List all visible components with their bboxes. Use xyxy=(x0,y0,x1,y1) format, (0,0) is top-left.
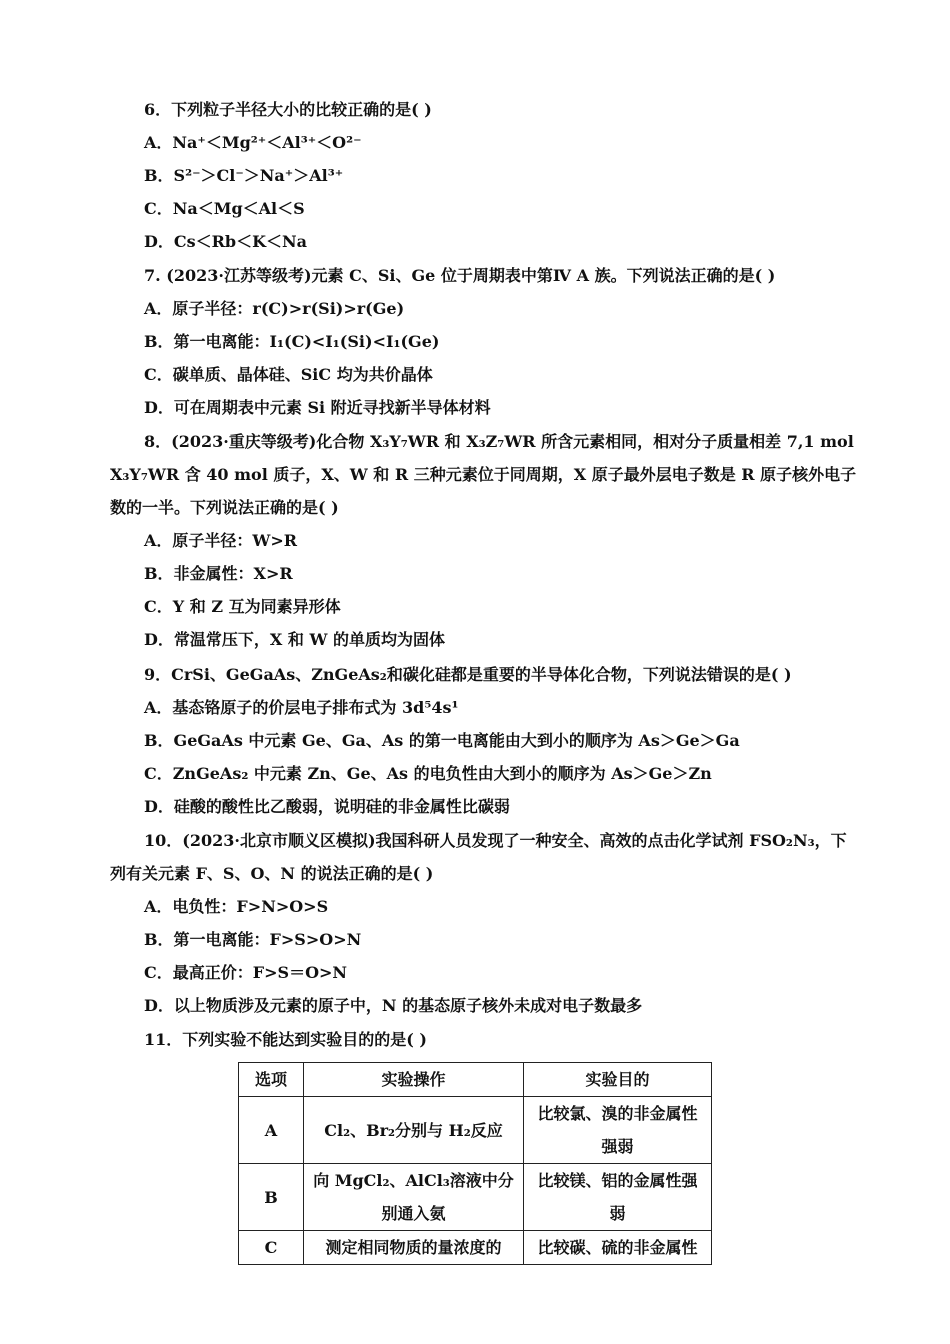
question-7 xyxy=(110,259,845,424)
question-stem-line: 8．(2023·重庆等级考)化合物 X₃Y₇WR 和 X₃Z₇WR 所含元素相同，相对分子质量相差 7,1 mol xyxy=(144,432,854,451)
table-row xyxy=(239,1097,712,1164)
question-9 xyxy=(110,658,845,823)
option-d: D．可在周期表中元素 Si 附近寻找新半导体材料 xyxy=(144,398,491,417)
option-a: A．Na⁺＜Mg²⁺＜Al³⁺＜O²⁻ xyxy=(144,133,362,152)
question-stem: 7. (2023·江苏等级考)元素 C、Si、Ge 位于周期表中第Ⅳ A 族。下列说法正确的是( ) xyxy=(144,266,776,285)
cell-purpose: 比较镁、铝的金属性强 弱 xyxy=(524,1164,712,1231)
option-a: A．电负性：F>N>O>S xyxy=(144,897,329,916)
option-c: C．最高正价：F>S＝O>N xyxy=(144,963,348,982)
option-a: A．原子半径：r(C)>r(Si)>r(Ge) xyxy=(144,299,405,318)
cell-operation: 测定相同物质的量浓度的 xyxy=(304,1231,524,1265)
cell-purpose: 比较碳、硫的非金属性 xyxy=(524,1231,712,1265)
cell-operation: Cl₂、Br₂分别与 H₂反应 xyxy=(304,1097,524,1164)
question-stem: 9．CrSi、GeGaAs、ZnGeAs₂和碳化硅都是重要的半导体化合物，下列说法错误的是( ) xyxy=(144,665,792,684)
table-row xyxy=(239,1164,712,1231)
question-11 xyxy=(110,1023,845,1056)
option-c: C．Na＜Mg＜Al＜S xyxy=(144,199,305,218)
option-b: B．S²⁻＞Cl⁻＞Na⁺＞Al³⁺ xyxy=(144,166,344,185)
option-b: B．第一电离能：F>S>O>N xyxy=(144,930,362,949)
option-c: C．碳单质、晶体硅、SiC 均为共价晶体 xyxy=(144,365,433,384)
question-stem-line: X₃Y₇WR 含 40 mol 质子，X、W 和 R 三种元素位于同周期，X 原子最外层电子数是 R 原子核外电子 xyxy=(110,465,857,484)
cell-option: A xyxy=(239,1097,304,1164)
question-8 xyxy=(110,425,857,656)
question-stem: 6．下列粒子半径大小的比较正确的是( ) xyxy=(144,100,432,119)
table-header-row xyxy=(239,1063,712,1097)
option-c: C．Y 和 Z 互为同素异形体 xyxy=(144,597,341,616)
question-stem-line: 列有关元素 F、S、O、N 的说法正确的是( ) xyxy=(110,864,434,883)
option-d: D．硅酸的酸性比乙酸弱，说明硅的非金属性比碳弱 xyxy=(144,797,510,816)
table-row xyxy=(239,1231,712,1265)
header-purpose: 实验目的 xyxy=(524,1063,712,1097)
option-b: B．非金属性：X>R xyxy=(144,564,293,583)
question-10 xyxy=(110,824,845,1022)
header-option: 选项 xyxy=(239,1063,304,1097)
option-c: C．ZnGeAs₂ 中元素 Zn、Ge、As 的电负性由大到小的顺序为 As＞Ge＞Zn xyxy=(144,764,712,783)
question-stem-line: 10．(2023·北京市顺义区模拟)我国科研人员发现了一种安全、高效的点击化学试剂 FSO₂N₃，下 xyxy=(144,831,847,850)
option-b: B．第一电离能：I₁(C)<I₁(Si)<I₁(Ge) xyxy=(144,332,440,351)
option-d: D．Cs＜Rb＜K＜Na xyxy=(144,232,308,251)
option-a: A．基态铬原子的价层电子排布式为 3d⁵4s¹ xyxy=(144,698,459,717)
option-d: D．常温常压下，X 和 W 的单质均为固体 xyxy=(144,630,445,649)
question-stem-line: 数的一半。下列说法正确的是( ) xyxy=(110,498,339,517)
cell-operation: 向 MgCl₂、AlCl₃溶液中分 别通入氨 xyxy=(304,1164,524,1231)
header-operation: 实验操作 xyxy=(304,1063,524,1097)
cell-purpose: 比较氯、溴的非金属性 强弱 xyxy=(524,1097,712,1164)
cell-option: B xyxy=(239,1164,304,1231)
option-a: A．原子半径：W>R xyxy=(144,531,298,550)
experiment-table xyxy=(238,1062,712,1265)
option-b: B．GeGaAs 中元素 Ge、Ga、As 的第一电离能由大到小的顺序为 As＞Ge＞Ga xyxy=(144,731,740,750)
option-d: D．以上物质涉及元素的原子中，N 的基态原子核外未成对电子数最多 xyxy=(144,996,643,1015)
question-stem: 11．下列实验不能达到实验目的的是( ) xyxy=(144,1030,427,1049)
cell-option: C xyxy=(239,1231,304,1265)
question-6 xyxy=(110,93,845,258)
